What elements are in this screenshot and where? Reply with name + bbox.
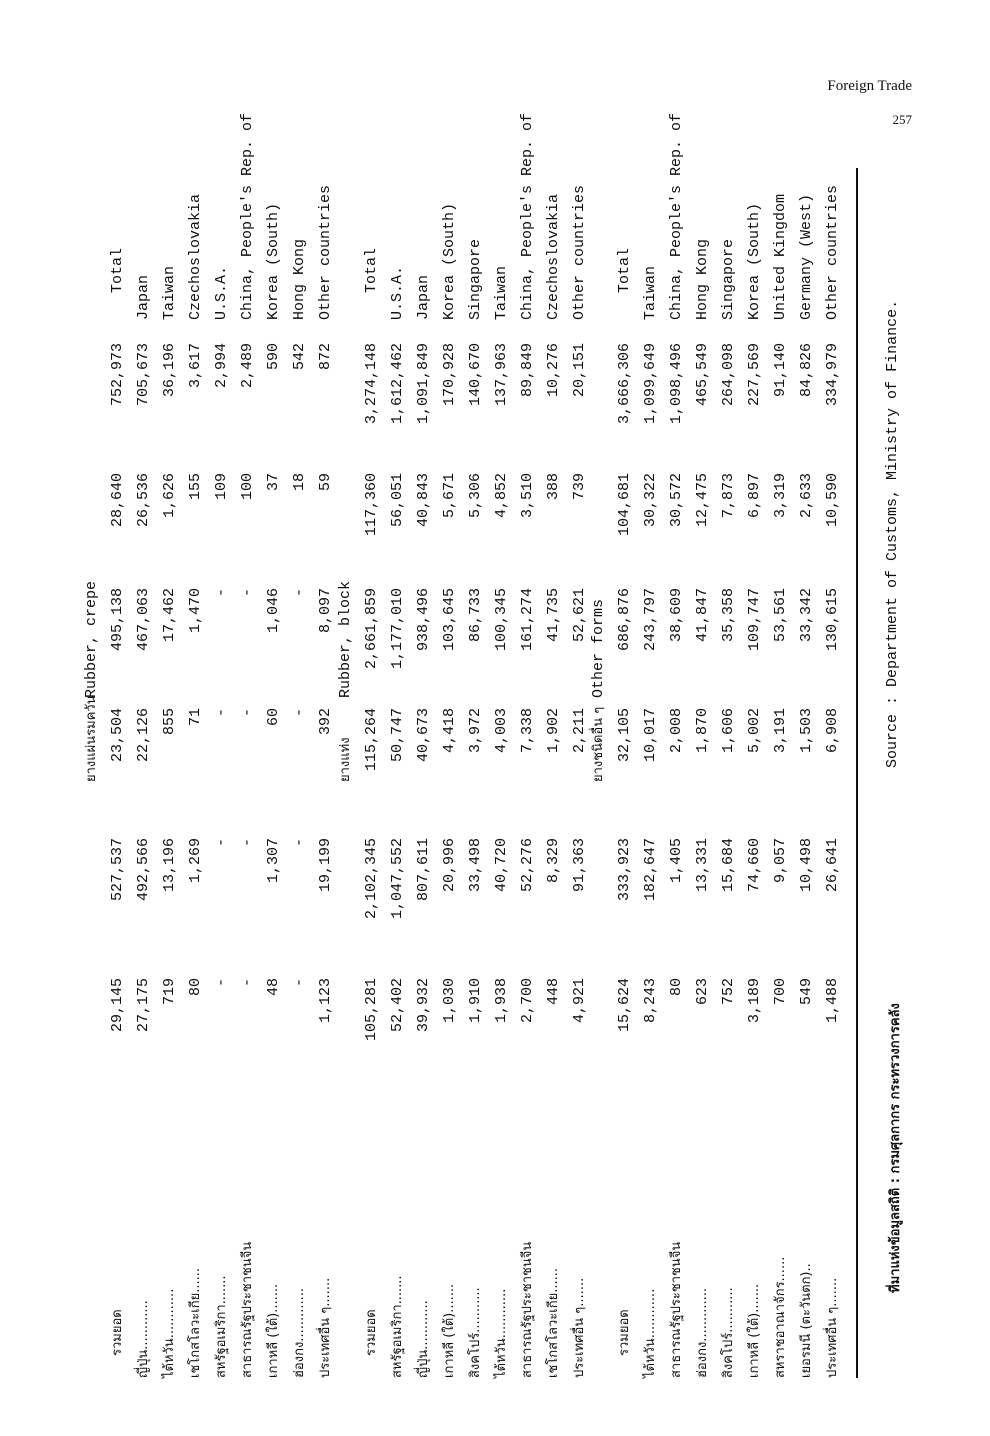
table-cell-v1: 623 <box>694 978 711 1006</box>
row-label-thai: เกาหลี (ใต้)....... <box>266 1283 281 1378</box>
table-cell-v3: 23,504 <box>109 708 126 763</box>
table-cell-v2: - <box>213 838 230 848</box>
table-cell-v6: 89,849 <box>519 343 536 398</box>
table-cell-v3: 115,264 <box>363 708 380 772</box>
table-cell-v3: 7,338 <box>519 708 536 754</box>
table-cell-v3: 22,126 <box>135 708 152 763</box>
table-cell-v2: - <box>291 838 308 848</box>
table-cell-v2: - <box>239 838 256 848</box>
table-cell-v3: 32,105 <box>616 708 633 763</box>
table-cell-v4: 1,046 <box>265 588 282 634</box>
row-label-thai: สาธารณรัฐประชาชนจีน <box>240 1241 255 1378</box>
table-cell-v5: 40,843 <box>415 473 432 528</box>
table-cell-v1: 8,243 <box>642 978 659 1024</box>
source-note-thai: ที่มาแห่งข้อมูลสถิติ : กรมศุลกากร กระทรวงการคลัง <box>888 1003 903 1293</box>
row-label-thai: สหราชอาณาจักร...... <box>773 1256 788 1378</box>
table-cell-v2: 8,329 <box>545 838 562 884</box>
table-cell-v4: 130,615 <box>824 588 841 652</box>
row-label-english: Taiwan <box>161 265 178 320</box>
table-cell-v1: 1,910 <box>467 978 484 1024</box>
table-cell-v4: 938,496 <box>415 588 432 652</box>
table-cell-v3: 392 <box>317 708 334 736</box>
section-subheading-thai: ยางชนิดอื่น ๆ <box>591 706 606 782</box>
table-cell-v3: 1,902 <box>545 708 562 754</box>
row-label-thai: ไต้หวัน............ <box>162 1288 177 1378</box>
row-label-thai: เกาหลี (ใต้)....... <box>442 1283 457 1378</box>
table-cell-v1: 105,281 <box>363 978 380 1042</box>
table-cell-v6: 1,091,849 <box>415 343 432 425</box>
table-cell-v4: 52,621 <box>571 588 588 643</box>
row-label-thai: รวมยอด <box>364 1309 379 1356</box>
row-label-english: Total <box>363 247 380 293</box>
table-cell-v6: 137,963 <box>493 343 510 407</box>
table-cell-v3: 1,503 <box>798 708 815 754</box>
table-cell-v6: 752,973 <box>109 343 126 407</box>
table-cell-v3: 50,747 <box>389 708 406 763</box>
table-cell-v1: 27,175 <box>135 978 152 1033</box>
table-cell-v6: 1,612,462 <box>389 343 406 425</box>
row-label-thai: สิงคโปร์........... <box>468 1287 483 1378</box>
section-subheading-english: Other forms <box>590 598 607 698</box>
section-subheading-english: Rubber, crepe <box>83 580 100 698</box>
table-cell-v6: 872 <box>317 343 334 371</box>
table-cell-v4: 41,847 <box>694 588 711 643</box>
table-cell-v6: 227,569 <box>746 343 763 407</box>
table-cell-v5: 109 <box>213 473 230 501</box>
row-label-thai: ฮ่องกง............. <box>695 1287 710 1378</box>
table-cell-v2: 10,498 <box>798 838 815 893</box>
running-header-title: Foreign Trade <box>827 78 912 94</box>
table-cell-v5: 4,852 <box>493 473 510 519</box>
table-cell-v3: 1,870 <box>694 708 711 754</box>
table-cell-v5: 2,633 <box>798 473 815 519</box>
row-label-thai: สหรัฐอเมริกา....... <box>214 1275 229 1378</box>
table-cell-v5: 155 <box>187 473 204 501</box>
table-cell-v6: 542 <box>291 343 308 371</box>
table-cell-v2: 20,996 <box>441 838 458 893</box>
table-cell-v1: 15,624 <box>616 978 633 1033</box>
table-cell-v5: 117,360 <box>363 473 380 537</box>
table-cell-v5: 26,536 <box>135 473 152 528</box>
section-subheading-english: Rubber, block <box>337 580 354 698</box>
row-label-english: Singapore <box>720 238 737 320</box>
table-cell-v4: 243,797 <box>642 588 659 652</box>
table-cell-v1: 3,189 <box>746 978 763 1024</box>
table-cell-v4: 109,747 <box>746 588 763 652</box>
table-cell-v5: 3,319 <box>772 473 789 519</box>
row-label-english: Germany (West) <box>798 193 815 320</box>
row-label-english: Taiwan <box>493 265 510 320</box>
table-cell-v3: 855 <box>161 708 178 736</box>
table-cell-v4: 41,735 <box>545 588 562 643</box>
row-label-thai: ฮ่องกง............. <box>292 1287 307 1378</box>
table-cell-v3: 71 <box>187 708 204 727</box>
table-cell-v5: 104,681 <box>616 473 633 537</box>
row-label-english: Japan <box>415 274 432 320</box>
table-cell-v5: 37 <box>265 473 282 492</box>
table-cell-v2: 492,566 <box>135 838 152 902</box>
table-cell-v2: 527,537 <box>109 838 126 902</box>
table-cell-v4: 35,358 <box>720 588 737 643</box>
table-cell-v6: 705,673 <box>135 343 152 407</box>
table-cell-v4: 103,645 <box>441 588 458 652</box>
table-cell-v1: 700 <box>772 978 789 1006</box>
row-label-english: Other countries <box>571 184 588 320</box>
table-cell-v6: 3,666,306 <box>616 343 633 425</box>
table-cell-v1: - <box>213 978 230 988</box>
row-label-english: Korea (South) <box>265 202 282 320</box>
table-cell-v2: 807,611 <box>415 838 432 902</box>
table-cell-v4: 33,342 <box>798 588 815 643</box>
row-label-english: U.S.A. <box>389 265 406 320</box>
table-cell-v4: 38,609 <box>668 588 685 643</box>
row-label-english: Other countries <box>824 184 841 320</box>
table-cell-v4: 53,561 <box>772 588 789 643</box>
table-cell-v4: - <box>213 588 230 598</box>
table-cell-v4: 467,063 <box>135 588 152 652</box>
table-cell-v6: 3,274,148 <box>363 343 380 425</box>
table-cell-v2: 74,660 <box>746 838 763 893</box>
table-cell-v5: 5,671 <box>441 473 458 519</box>
table-cell-v3: 3,191 <box>772 708 789 754</box>
row-label-thai: รวมยอด <box>617 1309 632 1356</box>
table-cell-v4: 1,470 <box>187 588 204 634</box>
table-cell-v4: - <box>291 588 308 598</box>
table-cell-v4: 161,274 <box>519 588 536 652</box>
table-cell-v6: 36,196 <box>161 343 178 398</box>
table-cell-v3: 3,972 <box>467 708 484 754</box>
table-cell-v6: 1,099,649 <box>642 343 659 425</box>
table-cell-v2: 1,269 <box>187 838 204 884</box>
table-cell-v1: 1,030 <box>441 978 458 1024</box>
table-cell-v2: 13,196 <box>161 838 178 893</box>
table-cell-v2: 1,405 <box>668 838 685 884</box>
table-cell-v3: 2,008 <box>668 708 685 754</box>
table-cell-v6: 1,098,496 <box>668 343 685 425</box>
table-cell-v5: 5,306 <box>467 473 484 519</box>
table-cell-v5: 56,051 <box>389 473 406 528</box>
section-subheading-thai: ยางแท่ง <box>338 737 353 782</box>
row-label-thai: สาธารณรัฐประชาชนจีน <box>520 1241 535 1378</box>
row-label-thai: เชโกสโลวะเกีย...... <box>546 1267 561 1378</box>
table-cell-v4: 8,097 <box>317 588 334 634</box>
row-label-english: Korea (South) <box>746 202 763 320</box>
table-cell-v1: 1,488 <box>824 978 841 1024</box>
row-label-thai: สหรัฐอเมริกา....... <box>390 1275 405 1378</box>
row-label-english: Czechoslovakia <box>187 193 204 320</box>
table-cell-v4: 1,177,010 <box>389 588 406 670</box>
table-cell-v2: 33,498 <box>467 838 484 893</box>
table-cell-v1: 752 <box>720 978 737 1006</box>
table-cell-v3: 5,002 <box>746 708 763 754</box>
row-label-thai: สิงคโปร์........... <box>721 1287 736 1378</box>
table-cell-v4: 2,661,859 <box>363 588 380 670</box>
row-label-english: Total <box>109 247 126 293</box>
table-bottom-rule <box>856 168 858 1378</box>
table-cell-v6: 91,140 <box>772 343 789 398</box>
table-cell-v3: - <box>213 708 230 718</box>
section-subheading-thai: ยางแผ่นรมควัน <box>84 695 99 782</box>
table-cell-v6: 3,617 <box>187 343 204 389</box>
row-label-thai: ประเทศอื่น ๆ....... <box>825 1277 840 1378</box>
table-cell-v4: 17,462 <box>161 588 178 643</box>
table-cell-v2: 1,307 <box>265 838 282 884</box>
table-cell-v2: 13,331 <box>694 838 711 893</box>
row-label-thai: ญี่ปุ่น............ <box>416 1300 431 1378</box>
table-cell-v3: 40,673 <box>415 708 432 763</box>
row-label-english: Japan <box>135 274 152 320</box>
table-cell-v1: - <box>239 978 256 988</box>
table-cell-v1: - <box>291 978 308 988</box>
table-cell-v5: 100 <box>239 473 256 501</box>
table-cell-v2: 9,057 <box>772 838 789 884</box>
table-cell-v5: 6,897 <box>746 473 763 519</box>
table-cell-v5: 28,640 <box>109 473 126 528</box>
table-cell-v5: 30,572 <box>668 473 685 528</box>
row-label-thai: ประเทศอื่น ๆ....... <box>318 1277 333 1378</box>
table-cell-v5: 388 <box>545 473 562 501</box>
table-cell-v6: 590 <box>265 343 282 371</box>
table-cell-v6: 170,928 <box>441 343 458 407</box>
table-cell-v3: - <box>239 708 256 718</box>
row-label-english: Other countries <box>317 184 334 320</box>
table-cell-v2: 52,276 <box>519 838 536 893</box>
row-label-english: Hong Kong <box>291 238 308 320</box>
row-label-thai: รวมยอด <box>110 1309 125 1356</box>
table-cell-v5: 739 <box>571 473 588 501</box>
table-cell-v6: 264,098 <box>720 343 737 407</box>
row-label-thai: เกาหลี (ใต้)....... <box>747 1283 762 1378</box>
row-label-thai: ญี่ปุ่น............ <box>136 1300 151 1378</box>
row-label-thai: เชโกสโลวะเกีย...... <box>188 1267 203 1378</box>
table-cell-v6: 84,826 <box>798 343 815 398</box>
table-cell-v2: 26,641 <box>824 838 841 893</box>
table-cell-v4: 86,733 <box>467 588 484 643</box>
table-cell-v3: 6,908 <box>824 708 841 754</box>
table-cell-v4: - <box>239 588 256 598</box>
row-label-thai: ไต้หวัน............ <box>643 1288 658 1378</box>
row-label-english: Hong Kong <box>694 238 711 320</box>
table-cell-v2: 19,199 <box>317 838 334 893</box>
table-cell-v3: 2,211 <box>571 708 588 754</box>
row-label-english: China, People's Rep. of <box>239 112 256 320</box>
table-cell-v4: 495,138 <box>109 588 126 652</box>
table-cell-v1: 719 <box>161 978 178 1006</box>
row-label-english: Total <box>616 247 633 293</box>
table-cell-v1: 52,402 <box>389 978 406 1033</box>
table-cell-v5: 18 <box>291 473 308 492</box>
table-cell-v1: 549 <box>798 978 815 1006</box>
table-cell-v5: 3,510 <box>519 473 536 519</box>
table-cell-v2: 333,923 <box>616 838 633 902</box>
table-cell-v1: 29,145 <box>109 978 126 1033</box>
table-cell-v2: 2,102,345 <box>363 838 380 920</box>
table-cell-v2: 91,363 <box>571 838 588 893</box>
table-cell-v1: 4,921 <box>571 978 588 1024</box>
row-label-english: Czechoslovakia <box>545 193 562 320</box>
row-label-english: Taiwan <box>642 265 659 320</box>
row-label-thai: เยอรมนี (ตะวันตก).. <box>799 1263 814 1378</box>
row-label-thai: ไต้หวัน............ <box>494 1288 509 1378</box>
table-cell-v2: 182,647 <box>642 838 659 902</box>
table-cell-v5: 7,873 <box>720 473 737 519</box>
table-cell-v1: 80 <box>668 978 685 997</box>
table-cell-v5: 10,590 <box>824 473 841 528</box>
row-label-english: China, People's Rep. of <box>668 112 685 320</box>
row-label-thai: ประเทศอื่น ๆ....... <box>572 1277 587 1378</box>
table-cell-v6: 465,549 <box>694 343 711 407</box>
table-cell-v5: 1,626 <box>161 473 178 519</box>
row-label-english: U.S.A. <box>213 265 230 320</box>
table-cell-v6: 2,994 <box>213 343 230 389</box>
row-label-thai: สาธารณรัฐประชาชนจีน <box>669 1241 684 1378</box>
table-cell-v2: 15,684 <box>720 838 737 893</box>
table-cell-v6: 20,151 <box>571 343 588 398</box>
table-cell-v6: 140,670 <box>467 343 484 407</box>
table-cell-v1: 1,938 <box>493 978 510 1024</box>
table-cell-v1: 39,932 <box>415 978 432 1033</box>
table-cell-v5: 30,322 <box>642 473 659 528</box>
row-label-english: China, People's Rep. of <box>519 112 536 320</box>
table-cell-v2: 1,047,552 <box>389 838 406 920</box>
page-number: 257 <box>892 112 912 127</box>
table-cell-v3: 10,017 <box>642 708 659 763</box>
table-cell-v3: 4,003 <box>493 708 510 754</box>
row-label-english: Korea (South) <box>441 202 458 320</box>
table-cell-v6: 10,276 <box>545 343 562 398</box>
table-cell-v1: 48 <box>265 978 282 997</box>
table-cell-v6: 2,489 <box>239 343 256 389</box>
table-cell-v5: 12,475 <box>694 473 711 528</box>
table-cell-v4: 686,876 <box>616 588 633 652</box>
row-label-english: Singapore <box>467 238 484 320</box>
table-cell-v3: 4,418 <box>441 708 458 754</box>
table-cell-v1: 2,700 <box>519 978 536 1024</box>
table-cell-v1: 80 <box>187 978 204 997</box>
table-cell-v1: 1,123 <box>317 978 334 1024</box>
row-label-english: United Kingdom <box>772 193 789 320</box>
table-cell-v3: 60 <box>265 708 282 727</box>
table-cell-v2: 40,720 <box>493 838 510 893</box>
table-cell-v3: - <box>291 708 308 718</box>
table-cell-v6: 334,979 <box>824 343 841 407</box>
table-cell-v1: 448 <box>545 978 562 1006</box>
table-cell-v5: 59 <box>317 473 334 492</box>
table-cell-v4: 100,345 <box>493 588 510 652</box>
source-note-english: Source : Department of Customs, Ministry of Finance. <box>884 299 901 768</box>
table-cell-v3: 1,606 <box>720 708 737 754</box>
